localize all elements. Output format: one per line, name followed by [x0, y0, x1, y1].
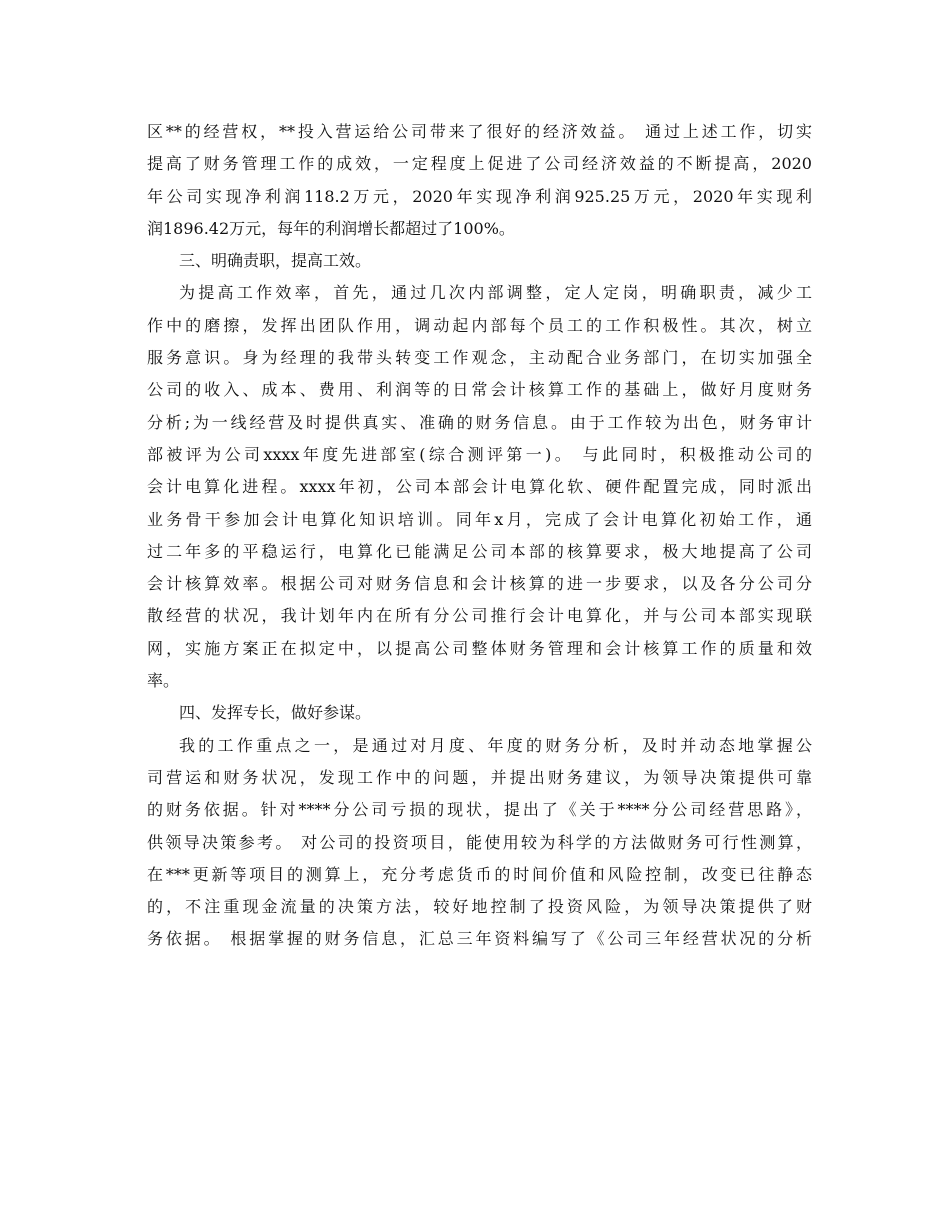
text-line: 作中的磨擦，发挥出团队作用，调动起内部每个员工的工作积极性。其次，树立 [147, 315, 812, 335]
document-body [147, 116, 812, 956]
text-line: 为提高工作效率，首先，通过几次内部调整，定人定岗，明确职责，减少工 [179, 283, 812, 303]
text-line: 供领导决策参考。 对公司的投资项目，能使用较为科学的方法做财务可行性测算， [147, 832, 812, 852]
text-line: 网，实施方案正在拟定中，以提高公司整体财务管理和会计核算工作的质量和效 [147, 638, 812, 658]
text-line: 务依据。 根据掌握的财务信息，汇总三年资料编写了《公司三年经营状况的分析 [147, 929, 812, 949]
text-line: 公司的收入、成本、费用、利润等的日常会计核算工作的基础上，做好月度财务 [147, 380, 812, 400]
section-heading: 四、发挥专长，做好参谋。 [179, 703, 372, 723]
text-line: 散经营的状况，我计划年内在所有分公司推行会计电算化，并与公司本部实现联 [147, 606, 812, 626]
text-line: 会计核算效率。根据公司对财务信息和会计核算的进一步要求，以及各分公司分 [147, 574, 812, 594]
text-line: 的，不注重现金流量的决策方法，较好地控制了投资风险，为领导决策提供了财 [147, 897, 812, 917]
text-line: 率。 [147, 671, 180, 691]
text-line: 区**的经营权，**投入营运给公司带来了很好的经济效益。 通过上述工作，切实 [147, 122, 812, 141]
text-line: 年公司实现净利润118.2万元，2020年实现净利润925.25万元，2020年实现利 [147, 186, 812, 206]
text-line: 润1896.42万元，每年的利润增长都超过了100%。 [147, 218, 515, 238]
text-line: 我的工作重点之一，是通过对月度、年度的财务分析，及时并动态地掌握公 [179, 735, 812, 755]
text-line: 提高了财务管理工作的成效，一定程度上促进了公司经济效益的不断提高，2020 [147, 154, 812, 174]
text-line: 过二年多的平稳运行，电算化已能满足公司本部的核算要求，极大地提高了公司 [147, 541, 812, 561]
section-heading: 三、明确责职，提高工效。 [179, 251, 372, 271]
text-line: 会计电算化进程。xxxx年初，公司本部会计电算化软、硬件配置完成，同时派出 [147, 477, 812, 497]
text-line: 服务意识。身为经理的我带头转变工作观念，主动配合业务部门，在切实加强全 [147, 348, 812, 368]
text-line: 司营运和财务状况，发现工作中的问题，并提出财务建议，为领导决策提供可靠 [147, 767, 812, 787]
text-line: 业务骨干参加会计电算化知识培训。同年x月，完成了会计电算化初始工作，通 [147, 509, 812, 529]
text-line: 部被评为公司xxxx年度先进部室(综合测评第一)。 与此同时，积极推动公司的 [147, 444, 812, 464]
text-line: 分析;为一线经营及时提供真实、准确的财务信息。由于工作较为出色，财务审计 [147, 412, 812, 432]
text-line: 在***更新等项目的测算上，充分考虑货币的时间价值和风险控制，改变已往静态 [147, 864, 812, 884]
text-line: 的财务依据。针对****分公司亏损的现状，提出了《关于****分公司经营思路》， [147, 800, 812, 820]
